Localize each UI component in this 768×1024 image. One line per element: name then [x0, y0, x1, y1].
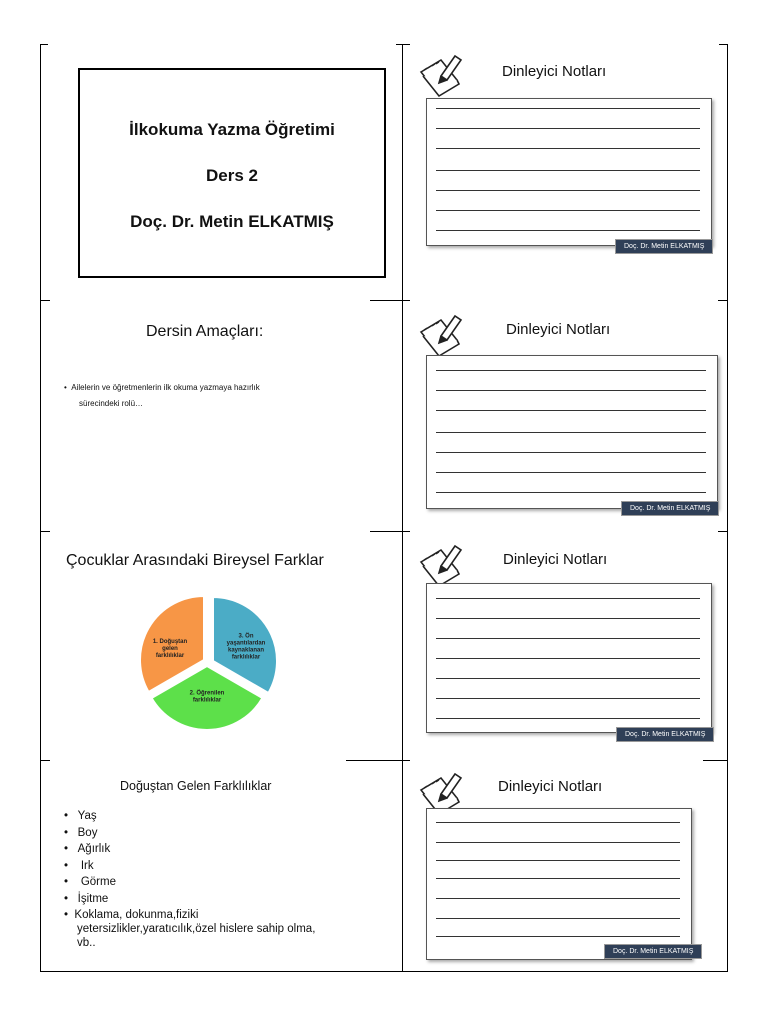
bullet-dot: •	[64, 908, 69, 921]
bullet-dot: •	[64, 810, 69, 822]
notes-title: Dinleyici Notları	[498, 778, 603, 795]
slide2-heading: Dersin Amaçları:	[146, 323, 264, 340]
author-badge: Doç. Dr. Metin ELKATMIŞ	[616, 727, 714, 742]
notes-line	[436, 128, 700, 129]
list-item	[64, 841, 315, 858]
notes-title: Dinleyici Notları	[506, 321, 611, 338]
list-item	[64, 891, 315, 908]
row-divider-1-left	[40, 300, 50, 301]
list-item	[64, 825, 315, 842]
author-badge: Doç. Dr. Metin ELKATMIŞ	[604, 944, 702, 959]
notes-box	[426, 808, 692, 960]
list-item	[64, 908, 315, 950]
row-divider-2-left	[40, 531, 50, 532]
notes-line	[436, 898, 680, 899]
notes-line	[436, 432, 706, 433]
list-item-text-line: • Koklama, dokunma,fiziki	[64, 908, 199, 921]
notes-box	[426, 98, 712, 246]
row-divider-1-right	[718, 300, 728, 301]
notes-line	[436, 370, 706, 371]
list-item	[64, 808, 315, 825]
notes-line	[436, 170, 700, 171]
row-divider-3-right	[703, 760, 728, 761]
row-divider-1-mid	[370, 300, 410, 301]
bullet-dot: •	[64, 859, 69, 872]
list-item	[64, 874, 315, 891]
list-item-text: Irk	[80, 859, 94, 872]
bullet-dot: •	[64, 383, 72, 392]
notes-title: Dinleyici Notları	[502, 63, 607, 80]
notes-line	[436, 410, 706, 411]
slide3-heading: Çocuklar Arasındaki Bireysel Farklar	[66, 552, 324, 569]
slide2-bullet-line1: Ailelerin ve öğretmenlerin ilk okuma yazmaya hazırlık	[71, 383, 260, 392]
list-item-text: İşitme	[77, 892, 109, 905]
notes-line	[436, 698, 700, 699]
pie-slice-label: 2. Öğrenilen farklılıklar	[189, 690, 225, 704]
notes-line	[436, 678, 700, 679]
row-divider-3-left	[40, 760, 50, 761]
notes-line	[436, 918, 680, 919]
notes-line	[436, 860, 680, 861]
list-item-text-line: yetersizlikler,yaratıcılık,özel hislere sahip olma,	[77, 922, 316, 935]
bullet-dot: •	[64, 826, 69, 839]
pie-slice-label: 1. Doğuştan gelen farklılıklar	[152, 639, 188, 659]
notes-line	[436, 390, 706, 391]
list-item-text: Boy	[77, 826, 98, 839]
notes-line	[436, 492, 706, 493]
slide2-bullet-line2: sürecindeki rolü…	[79, 399, 144, 408]
list-item-text: Yaş	[77, 810, 97, 822]
frame-top-mid-tick	[396, 44, 410, 45]
frame-right-border	[727, 44, 728, 972]
title-slide	[78, 68, 386, 278]
row-divider-2-mid	[370, 531, 410, 532]
frame-bottom-border	[40, 971, 728, 972]
slide4-list	[64, 808, 315, 950]
list-item	[64, 858, 315, 875]
notes-line	[436, 618, 700, 619]
slide4-heading: Doğuştan Gelen Farklılıklar	[120, 779, 272, 793]
notes-line	[436, 658, 700, 659]
notes-line	[436, 718, 700, 719]
frame-top-left-tick	[40, 44, 48, 45]
notes-line	[436, 822, 680, 823]
frame-top-right-tick	[719, 44, 728, 45]
notes-line	[436, 472, 706, 473]
bullet-dot: •	[64, 876, 69, 889]
notes-line	[436, 452, 706, 453]
notes-line	[436, 936, 680, 937]
pie-chart	[134, 592, 294, 732]
notepad-pencil-icon	[415, 310, 463, 358]
notes-line	[436, 190, 700, 191]
lesson-number: Ders 2	[206, 166, 258, 185]
notes-line	[436, 878, 680, 879]
row-divider-2-right	[718, 531, 728, 532]
notes-line	[436, 638, 700, 639]
notes-line	[436, 210, 700, 211]
frame-left-border	[40, 44, 41, 972]
notes-line	[436, 230, 700, 231]
notes-line	[436, 148, 700, 149]
row-divider-3-mid	[346, 760, 410, 761]
list-item-text-line: vb..	[77, 936, 96, 949]
author-badge: Doç. Dr. Metin ELKATMIŞ	[615, 239, 713, 254]
notes-line	[436, 842, 680, 843]
author-name: Doç. Dr. Metin ELKATMIŞ	[130, 212, 334, 231]
notepad-pencil-icon	[415, 50, 463, 98]
frame-middle-divider	[402, 44, 403, 972]
slide2-bullet	[64, 380, 260, 412]
notepad-pencil-icon	[415, 540, 463, 588]
pie-slice-label: 3. Ön yaşantılardan kaynaklanan farklılıklar	[226, 633, 266, 661]
list-item-text: Ağırlık	[77, 843, 111, 856]
notes-line	[436, 598, 700, 599]
list-item-text: Görme	[80, 876, 116, 889]
notes-line	[436, 108, 700, 109]
bullet-dot: •	[64, 892, 69, 905]
course-title: İlkokuma Yazma Öğretimi	[129, 120, 335, 139]
bullet-dot: •	[64, 843, 69, 856]
author-badge: Doç. Dr. Metin ELKATMIŞ	[621, 501, 719, 516]
notes-title: Dinleyici Notları	[503, 551, 608, 568]
